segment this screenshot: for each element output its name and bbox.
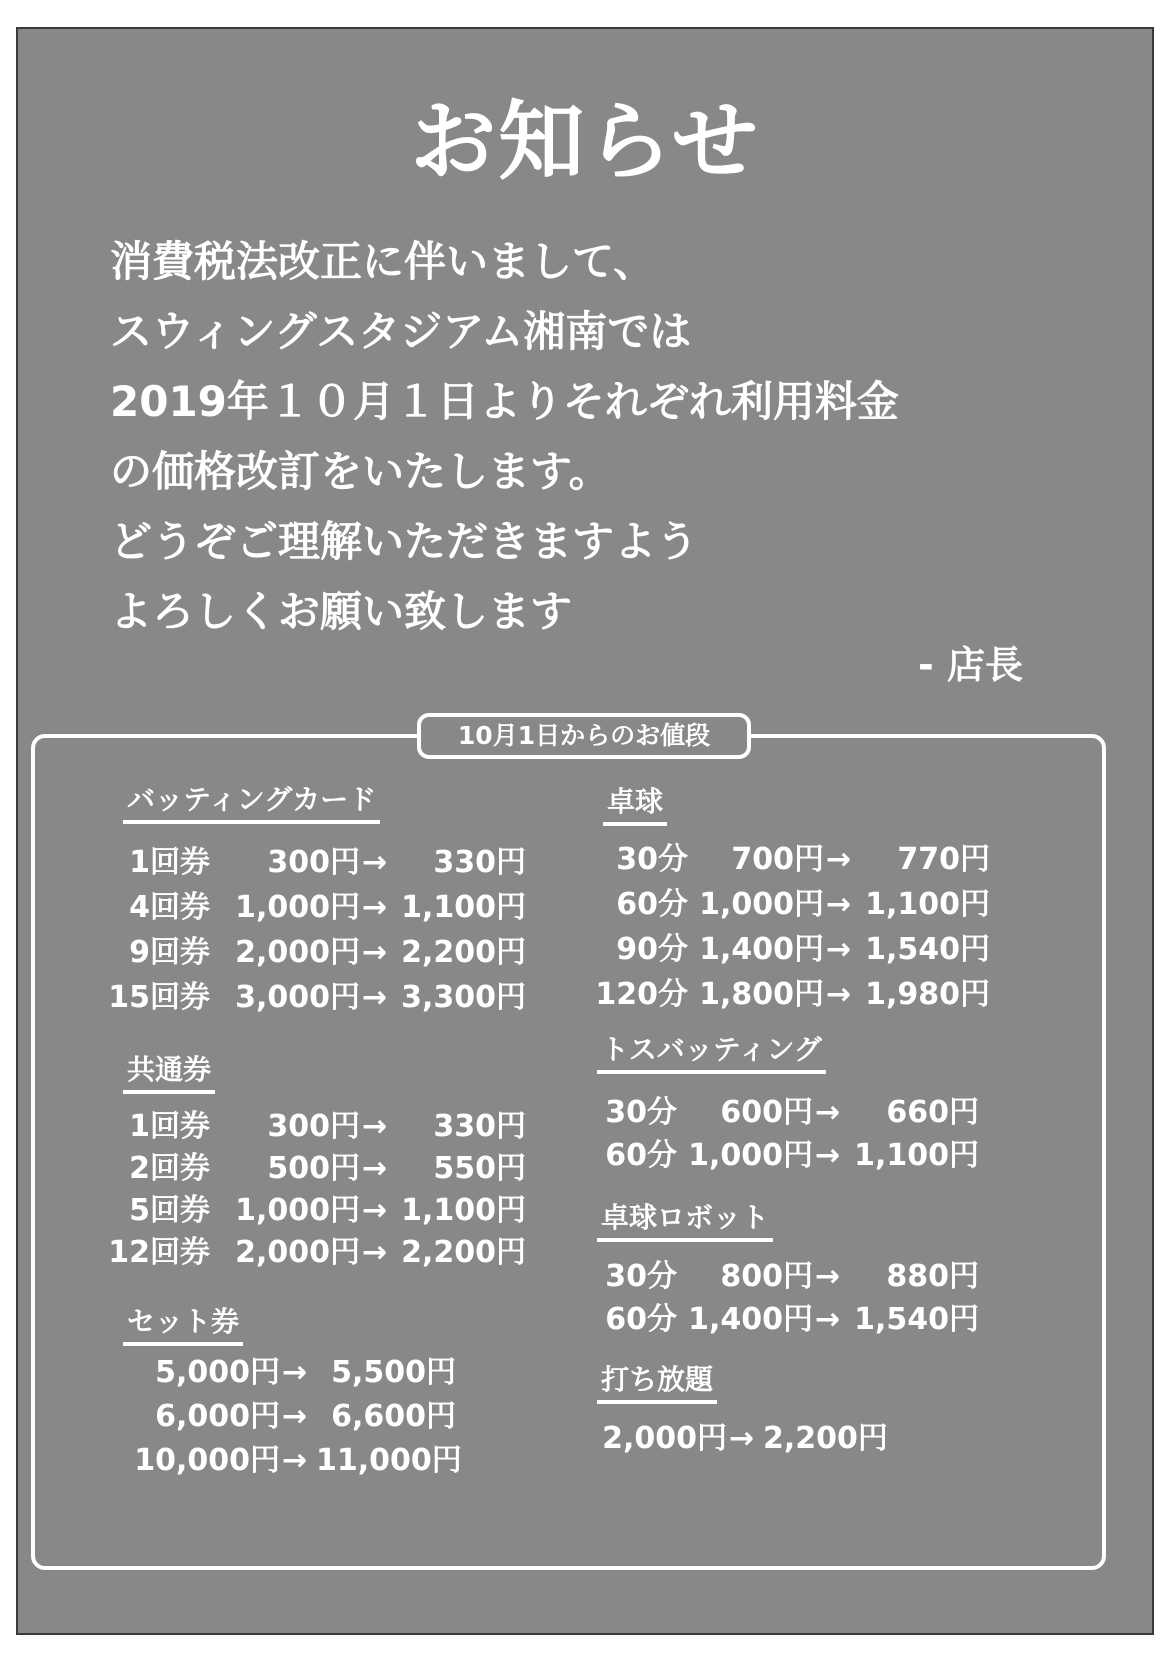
price-row (105, 1151, 526, 1186)
section-heading-unlimited: 打ち放題 (597, 1366, 717, 1404)
old-price: 700円 (731, 842, 824, 877)
new-price: 1,540円 (865, 932, 990, 967)
price-row-label: 60分 (605, 1138, 677, 1173)
old-price: 1,000円 (235, 890, 360, 925)
price-row-label: 15回券 (108, 980, 210, 1015)
message-line-5: どうぞご理解いただきますよう (110, 517, 699, 566)
price-row (105, 890, 526, 925)
arrow-icon: → (826, 842, 852, 877)
price-row (597, 1421, 888, 1456)
old-price: 1,000円 (699, 887, 824, 922)
old-price: 300円 (267, 845, 360, 880)
new-price: 770円 (897, 842, 990, 877)
arrow-icon: → (362, 1193, 388, 1228)
old-price: 3,000円 (235, 980, 360, 1015)
arrow-icon: → (815, 1138, 841, 1173)
old-price: 10,000円 (134, 1443, 280, 1478)
price-row (105, 1235, 526, 1270)
price-row-label: 90分 (616, 932, 688, 967)
arrow-icon: → (282, 1399, 308, 1434)
arrow-icon: → (826, 932, 852, 967)
price-row-label: 5回券 (129, 1193, 210, 1228)
old-price: 1,400円 (699, 932, 824, 967)
old-price: 300円 (267, 1109, 360, 1144)
old-price: 2,000円 (235, 935, 360, 970)
price-row-label: 30分 (616, 842, 688, 877)
price-row (120, 1443, 462, 1478)
price-row (588, 842, 990, 877)
arrow-icon: → (362, 1235, 388, 1270)
notice-title: お知らせ (410, 92, 760, 192)
price-row (105, 1193, 526, 1228)
price-row-label: 9回券 (129, 935, 210, 970)
new-price: 1,100円 (854, 1138, 979, 1173)
price-row (105, 1109, 526, 1144)
price-row (105, 980, 526, 1015)
price-row-label: 1回券 (129, 1109, 210, 1144)
arrow-icon: → (362, 890, 388, 925)
arrow-icon: → (815, 1095, 841, 1130)
price-row-label: 2回券 (129, 1151, 210, 1186)
arrow-icon: → (826, 977, 852, 1012)
price-row-label: 120分 (595, 977, 688, 1012)
section-heading-batting-card: バッティングカード (123, 786, 380, 824)
old-price: 600円 (720, 1095, 813, 1130)
price-row-label: 4回券 (129, 890, 210, 925)
message-line-1: 消費税法改正に伴いまして、 (110, 237, 656, 286)
new-price: 1,980円 (865, 977, 990, 1012)
new-price: 3,300円 (401, 980, 526, 1015)
new-price: 880円 (886, 1259, 979, 1294)
price-row (588, 977, 990, 1012)
arrow-icon: → (362, 1151, 388, 1186)
arrow-icon: → (362, 980, 388, 1015)
section-heading-set-ticket: セット券 (123, 1308, 243, 1346)
new-price: 5,500円 (331, 1355, 456, 1390)
new-price: 660円 (886, 1095, 979, 1130)
arrow-icon: → (362, 935, 388, 970)
price-row (120, 1355, 456, 1390)
new-price: 11,000円 (316, 1443, 462, 1478)
old-price: 1,000円 (688, 1138, 813, 1173)
arrow-icon: → (729, 1421, 755, 1456)
price-row (597, 1095, 979, 1130)
new-price: 330円 (433, 1109, 526, 1144)
arrow-icon: → (282, 1355, 308, 1390)
old-price: 800円 (720, 1259, 813, 1294)
old-price: 2,000円 (235, 1235, 360, 1270)
new-price: 1,100円 (865, 887, 990, 922)
section-heading-table-tennis-robot: 卓球ロボット (597, 1204, 773, 1242)
price-row-label: 60分 (605, 1302, 677, 1337)
new-price: 6,600円 (331, 1399, 456, 1434)
new-price: 330円 (433, 845, 526, 880)
price-row (588, 887, 990, 922)
old-price: 1,800円 (699, 977, 824, 1012)
arrow-icon: → (815, 1302, 841, 1337)
new-price: 1,540円 (854, 1302, 979, 1337)
section-heading-common-ticket: 共通券 (123, 1056, 215, 1094)
new-price: 1,100円 (401, 1193, 526, 1228)
old-price: 500円 (267, 1151, 360, 1186)
signature: - 店長 (918, 643, 1024, 687)
price-row-label: 30分 (605, 1259, 677, 1294)
message-line-4: の価格改訂をいたします。 (110, 447, 611, 496)
section-heading-table-tennis: 卓球 (603, 788, 667, 826)
arrow-icon: → (362, 1109, 388, 1144)
old-price: 1,000円 (235, 1193, 360, 1228)
message-line-2: スウィングスタジアム湘南では (110, 307, 692, 356)
price-table-label: 10月1日からのお値段 (417, 713, 751, 759)
price-row-label: 30分 (605, 1095, 677, 1130)
arrow-icon: → (815, 1259, 841, 1294)
message-line-6: よろしくお願い致します (110, 587, 573, 636)
price-row-label: 60分 (616, 887, 688, 922)
new-price: 550円 (433, 1151, 526, 1186)
new-price: 2,200円 (763, 1421, 888, 1456)
price-row (105, 935, 526, 970)
price-row (597, 1259, 979, 1294)
price-row (120, 1399, 456, 1434)
price-row (588, 932, 990, 967)
arrow-icon: → (282, 1443, 308, 1478)
section-heading-toss-batting: トスバッティング (597, 1036, 826, 1074)
price-row-label: 1回券 (129, 845, 210, 880)
arrow-icon: → (362, 845, 388, 880)
price-row (105, 845, 526, 880)
message-line-3: 2019年１０月１日よりそれぞれ利用料金 (110, 377, 899, 426)
old-price: 2,000円 (602, 1421, 727, 1456)
new-price: 2,200円 (401, 935, 526, 970)
price-row (597, 1138, 979, 1173)
old-price: 5,000円 (155, 1355, 280, 1390)
old-price: 1,400円 (688, 1302, 813, 1337)
price-row (597, 1302, 979, 1337)
old-price: 6,000円 (155, 1399, 280, 1434)
new-price: 2,200円 (401, 1235, 526, 1270)
new-price: 1,100円 (401, 890, 526, 925)
price-row-label: 12回券 (108, 1235, 210, 1270)
arrow-icon: → (826, 887, 852, 922)
